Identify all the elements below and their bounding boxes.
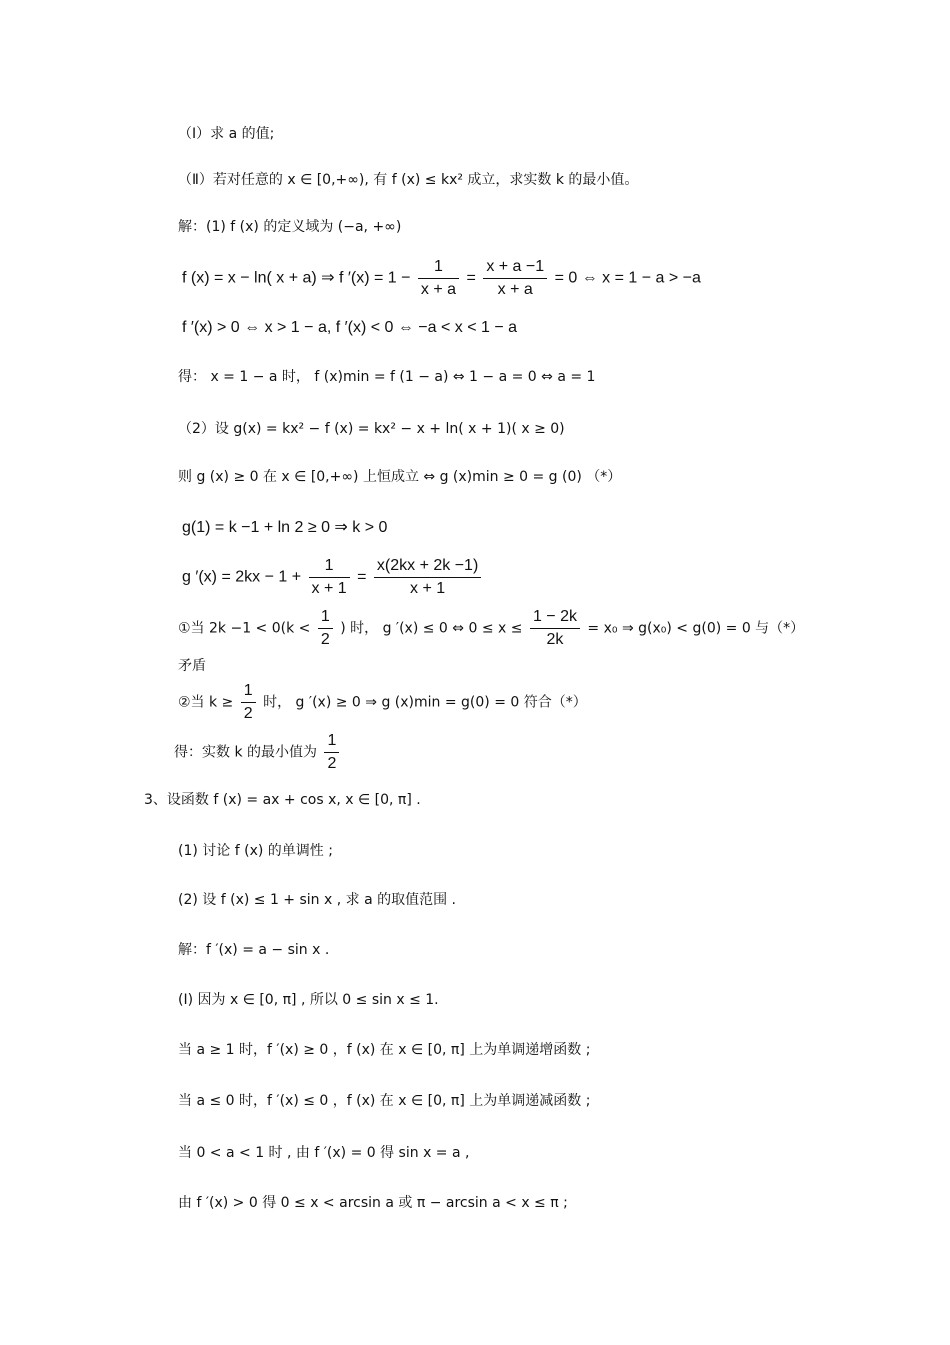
- solution-domain: 解：(1) f (x) 的定义域为 (−a, +∞): [178, 219, 402, 235]
- fraction: [241, 681, 256, 724]
- fraction-denominator: 2: [327, 755, 337, 772]
- increasing-interval: 由 f ′(x) > 0 得 0 ≤ x < arcsin a 或 π − arcsin a < x ≤ π ;: [178, 1195, 568, 1211]
- range-sin: (Ⅰ) 因为 x ∈ [0, π] , 所以 0 ≤ sin x ≤ 1.: [178, 992, 439, 1008]
- case-increasing: 当 a ≥ 1 时，f ′(x) ≥ 0 ，f (x) 在 x ∈ [0, π] 上为单调递增函数 ;: [178, 1042, 591, 1058]
- fraction-denominator: 2: [320, 631, 330, 648]
- part-2-question: （Ⅱ）若对任意的 x ∈ [0,+∞), 有 f (x) ≤ kx² 成立，求实数 k 的最小值。: [178, 172, 639, 188]
- define-g: （2）设 g(x) = kx² − f (x) = kx² − x + ln( x + 1)( x ≥ 0): [178, 421, 565, 437]
- final-answer-line: [174, 731, 342, 774]
- fraction-numerator: 1: [324, 731, 339, 753]
- fraction-numerator: 1: [309, 556, 350, 578]
- fraction: [324, 731, 339, 774]
- fraction: [418, 257, 459, 300]
- fraction-numerator: 1: [318, 607, 333, 629]
- part-1-question: （Ⅰ）求 a 的值;: [178, 126, 275, 142]
- fraction: [374, 556, 481, 599]
- case-2-text-a: ②当 k ≥: [178, 694, 234, 711]
- contradiction-text: 矛盾: [178, 658, 206, 674]
- fraction-denominator: 2: [243, 705, 253, 722]
- fraction-numerator: 1: [241, 681, 256, 703]
- fraction: [309, 556, 350, 599]
- problem-3-statement: 3、设函数 f (x) = ax + cos x, x ∈ [0, π] .: [144, 792, 421, 808]
- g-condition: 则 g (x) ≥ 0 在 x ∈ [0,+∞) 上恒成立 ⇔ g (x)min ≥ 0 = g (0) （*）: [178, 469, 622, 485]
- fraction-numerator: 1: [418, 257, 459, 279]
- derivative-result: = 0 ⇔ x = 1 − a > −a: [554, 269, 701, 287]
- fraction-numerator: 1 − 2k: [530, 607, 580, 629]
- case-1-text-a: ①当 2k −1 < 0(k <: [178, 620, 311, 637]
- fraction: [318, 607, 333, 650]
- fraction-numerator: x(2kx + 2k −1): [374, 556, 481, 578]
- equals-sign: =: [357, 568, 367, 586]
- final-answer-text: 得：实数 k 的最小值为: [174, 744, 318, 761]
- minimum-result: 得： x = 1 − a 时， f (x)min = f (1 − a) ⇔ 1 − a = 0 ⇔ a = 1: [178, 369, 596, 385]
- monotonic-intervals: f ′(x) > 0 ⇔ x > 1 − a, f ′(x) < 0 ⇔ −a < x < 1 − a: [182, 319, 518, 336]
- fraction-denominator: x + 1: [410, 580, 446, 597]
- fraction-denominator: x + a: [420, 281, 457, 298]
- case-2-text-b: 时， g ′(x) ≥ 0 ⇒ g (x)min = g(0) = 0 符合（*）: [263, 694, 587, 711]
- problem-3-part-2: (2) 设 f (x) ≤ 1 + sin x , 求 a 的取值范围 .: [178, 892, 457, 908]
- derivative-text: f (x) = x − ln( x + a) ⇒ f ′(x) = 1 −: [182, 269, 411, 287]
- fraction-numerator: x + a −1: [483, 257, 547, 279]
- fraction-denominator: x + 1: [311, 580, 347, 597]
- solution-derivative: 解：f ′(x) = a − sin x .: [178, 942, 330, 958]
- fraction-denominator: 2k: [546, 631, 564, 648]
- fraction: [483, 257, 547, 300]
- case-1-line: [178, 607, 804, 650]
- case-decreasing: 当 a ≤ 0 时，f ′(x) ≤ 0 ，f (x) 在 x ∈ [0, π] 上为单调递减函数 ;: [178, 1093, 591, 1109]
- case-1-text-c: = x₀ ⇒ g(x₀) < g(0) = 0 与（*）: [587, 620, 805, 637]
- case-between: 当 0 < a < 1 时 , 由 f ′(x) = 0 得 sin x = a ,: [178, 1145, 470, 1161]
- problem-3-part-1: (1) 讨论 f (x) 的单调性 ;: [178, 843, 333, 859]
- fraction: [530, 607, 580, 650]
- g-derivative-line: [182, 556, 484, 599]
- case-1-text-b: ) 时， g ′(x) ≤ 0 ⇔ 0 ≤ x ≤: [340, 620, 523, 637]
- case-2-line: [178, 681, 587, 724]
- g-derivative-text: g ′(x) = 2kx − 1 +: [182, 568, 302, 586]
- equals-sign: =: [466, 269, 476, 287]
- fraction-denominator: x + a: [497, 281, 533, 298]
- derivative-line: [182, 257, 701, 300]
- g-at-one: g(1) = k −1 + ln 2 ≥ 0 ⇒ k > 0: [182, 519, 388, 536]
